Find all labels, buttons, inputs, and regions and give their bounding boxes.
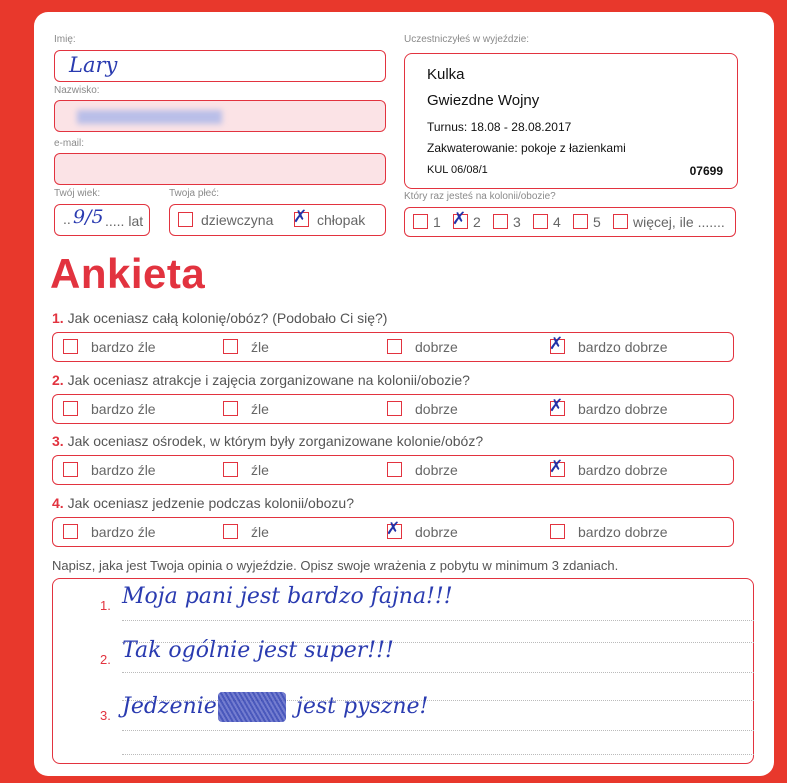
q4-option-label: bardzo dobrze (578, 524, 668, 540)
trip-accommodation: Zakwaterowanie: pokoje z łazienkami (427, 141, 626, 155)
last-name-field[interactable] (54, 100, 386, 132)
question-4-options (52, 517, 734, 547)
male-checkbox[interactable]: ✗ (293, 207, 308, 227)
opinion-answer-1: Moja pani jest bardzo fajna!!! (122, 584, 453, 609)
age-prefix: .. (63, 211, 71, 227)
opinion-answer-2: Tak ogólnie jest super!!! (122, 638, 394, 663)
q1-option-label: bardzo źle (91, 339, 156, 355)
question-number: 2. (52, 372, 64, 388)
times-label: Który raz jesteś na kolonii/obozie? (404, 191, 556, 202)
question-2-options (52, 394, 734, 424)
checkmark-x-icon: ✗ (549, 334, 564, 354)
q4-checkbox-1[interactable] (63, 524, 78, 539)
q2-checkbox-1[interactable] (63, 401, 78, 416)
q4-option-label: źle (251, 524, 269, 540)
checkmark-x-icon: ✗ (549, 396, 564, 416)
q3-option-label: źle (251, 462, 269, 478)
opinion-answer-3: Jedzenie (122, 694, 217, 719)
q3-checkbox-2[interactable] (223, 462, 238, 477)
question-label: Jak oceniasz atrakcje i zajęcia zorganizowane na kolonii/obozie? (63, 372, 470, 388)
q2-option-label: źle (251, 401, 269, 417)
times-checkbox-more[interactable] (613, 214, 628, 229)
question-label: Jak oceniasz ośrodek, w którym były zorganizowane kolonie/obóz? (63, 433, 484, 449)
checkmark-x-icon: ✗ (386, 519, 401, 539)
question-number: 4. (52, 495, 64, 511)
q1-option-label: bardzo dobrze (578, 339, 668, 355)
opinion-num-3: 3. (100, 708, 111, 723)
checkmark-x-icon: ✗ (549, 457, 564, 477)
trip-info-box (404, 53, 738, 189)
q1-option-label: dobrze (415, 339, 458, 355)
email-label: e-mail: (54, 138, 85, 149)
q3-option-label: bardzo źle (91, 462, 156, 478)
trip-number: 07699 (689, 164, 723, 178)
male-label: chłopak (317, 212, 366, 228)
times-option-more: więcej, ile ....... (633, 214, 725, 230)
q2-option-label: bardzo dobrze (578, 401, 668, 417)
trip-code: KUL 06/08/1 (427, 164, 488, 176)
q3-checkbox-3[interactable] (387, 462, 402, 477)
q1-option-label: źle (251, 339, 269, 355)
times-option-5: 5 (593, 214, 601, 230)
times-checkbox-3[interactable] (493, 214, 508, 229)
question-number: 3. (52, 433, 64, 449)
gender-label: Twoja płeć: (169, 188, 220, 199)
opinion-line-5 (122, 730, 754, 731)
q3-option-label: bardzo dobrze (578, 462, 668, 478)
female-label: dziewczyna (201, 212, 274, 228)
email-field[interactable] (54, 153, 386, 185)
question-label: Jak oceniasz całą kolonię/obóz? (Podobało Ci się?) (63, 310, 388, 326)
times-option-3: 3 (513, 214, 521, 230)
first-name-value: Lary (69, 53, 118, 77)
times-option-1: 1 (433, 214, 441, 230)
question-1-options (52, 332, 734, 362)
question-text-3 (52, 433, 483, 449)
times-checkbox-5[interactable] (573, 214, 588, 229)
survey-title: Ankieta (50, 250, 206, 297)
question-3-options (52, 455, 734, 485)
age-suffix: ..... lat (105, 213, 144, 229)
question-text-2 (52, 372, 470, 388)
opinion-prompt: Napisz, jaka jest Twoja opinia o wyjeździe. Opisz swoje wrażenia z pobytu w minimum 3 zdaniach. (52, 558, 619, 573)
gender-field (169, 204, 386, 236)
q2-option-label: dobrze (415, 401, 458, 417)
q2-checkbox-2[interactable] (223, 401, 238, 416)
redacted-surname (77, 110, 222, 124)
question-text-1 (52, 310, 387, 326)
age-field[interactable] (54, 204, 150, 236)
q4-checkbox-3[interactable] (386, 519, 402, 539)
scribble-out (218, 692, 286, 722)
q3-checkbox-4[interactable] (549, 457, 565, 477)
times-checkbox-4[interactable] (533, 214, 548, 229)
trip-line2: Gwiezdne Wojny (427, 92, 540, 109)
trip-label: Uczestniczyłeś w wyjeździe: (404, 34, 530, 45)
q4-option-label: bardzo źle (91, 524, 156, 540)
q2-option-label: bardzo źle (91, 401, 156, 417)
q2-checkbox-4[interactable] (549, 396, 565, 416)
q3-option-label: dobrze (415, 462, 458, 478)
survey-card (34, 12, 774, 776)
question-text-4 (52, 495, 354, 511)
trip-line1: Kulka (427, 66, 465, 83)
age-label: Twój wiek: (54, 188, 101, 199)
last-name-label: Nazwisko: (54, 85, 100, 96)
age-value: 9/5 (73, 206, 104, 228)
q1-checkbox-3[interactable] (387, 339, 402, 354)
q2-checkbox-3[interactable] (387, 401, 402, 416)
times-option-4: 4 (553, 214, 561, 230)
first-name-label: Imię: (54, 34, 76, 45)
first-name-field[interactable] (54, 50, 386, 82)
times-field (404, 207, 736, 237)
opinion-line-1 (122, 620, 754, 621)
opinion-line-6 (122, 754, 754, 755)
times-checkbox-1[interactable] (413, 214, 428, 229)
times-option-2: 2 (473, 214, 481, 230)
q1-checkbox-2[interactable] (223, 339, 238, 354)
trip-turnus: Turnus: 18.08 - 28.08.2017 (427, 120, 572, 134)
q4-checkbox-4[interactable] (550, 524, 565, 539)
opinion-line-3 (122, 672, 754, 673)
question-number: 1. (52, 310, 64, 326)
question-label: Jak oceniasz jedzenie podczas kolonii/obozu? (63, 495, 354, 511)
q4-option-label: dobrze (415, 524, 458, 540)
opinion-num-1: 1. (100, 598, 111, 613)
q1-checkbox-1[interactable] (63, 339, 78, 354)
times-checkbox-2[interactable]: ✗ (452, 209, 467, 229)
q3-checkbox-1[interactable] (63, 462, 78, 477)
q4-checkbox-2[interactable] (223, 524, 238, 539)
opinion-answer-3-rest: jest pyszne! (296, 694, 429, 719)
opinion-num-2: 2. (100, 652, 111, 667)
female-checkbox[interactable] (178, 212, 193, 227)
q1-checkbox-4[interactable] (549, 334, 565, 354)
